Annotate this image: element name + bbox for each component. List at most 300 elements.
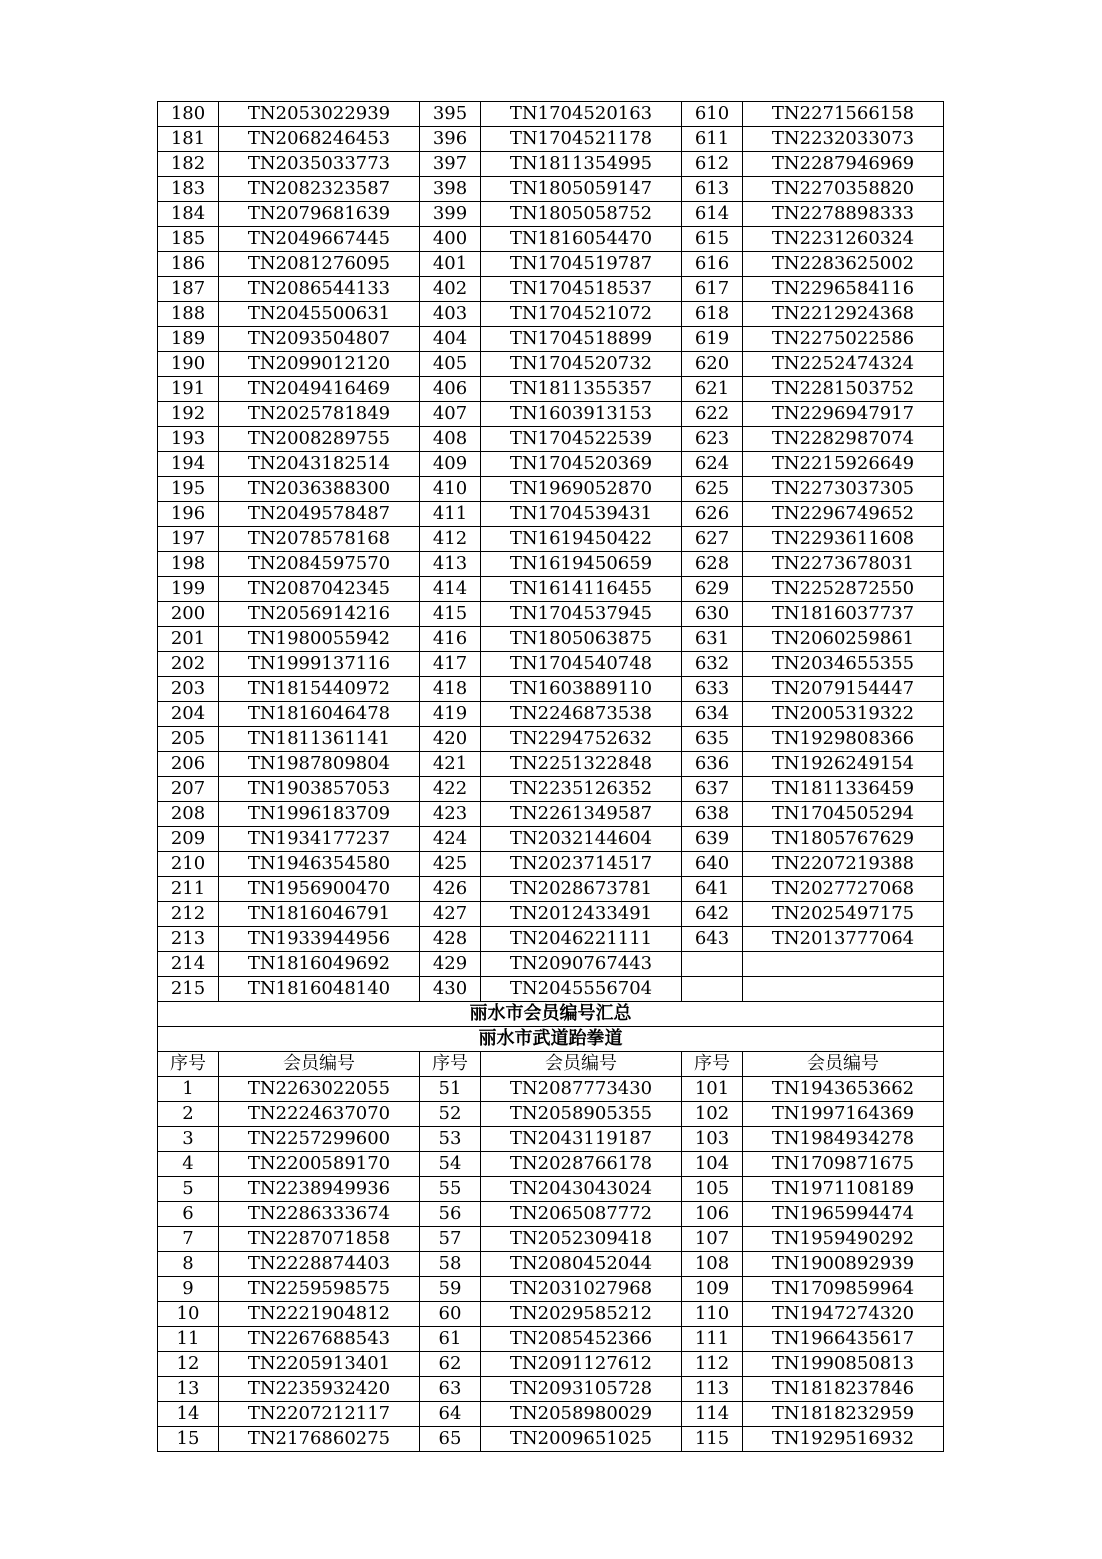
seq-cell: 642 <box>682 902 743 927</box>
table-row <box>158 502 944 527</box>
member-id-cell: TN1943653662 <box>743 1077 944 1102</box>
member-id-cell: TN2232033073 <box>743 127 944 152</box>
member-id-cell: TN1811354995 <box>481 152 682 177</box>
member-id-cell: TN2049667445 <box>219 227 420 252</box>
section-title-row <box>158 1002 944 1027</box>
seq-cell: 397 <box>420 152 481 177</box>
member-id-cell: TN2065087772 <box>481 1202 682 1227</box>
member-id-cell: TN1619450422 <box>481 527 682 552</box>
member-id-cell: TN2176860275 <box>219 1427 420 1452</box>
seq-cell: 403 <box>420 302 481 327</box>
member-id-cell: TN1704520732 <box>481 352 682 377</box>
seq-cell: 627 <box>682 527 743 552</box>
table-row <box>158 102 944 127</box>
seq-cell: 186 <box>158 252 219 277</box>
member-id-cell: TN1704520163 <box>481 102 682 127</box>
seq-cell: 213 <box>158 927 219 952</box>
member-id-cell: TN1999137116 <box>219 652 420 677</box>
seq-cell: 200 <box>158 602 219 627</box>
seq-cell: 195 <box>158 477 219 502</box>
member-id-cell: TN2294752632 <box>481 727 682 752</box>
seq-cell: 180 <box>158 102 219 127</box>
member-id-cell: TN2049578487 <box>219 502 420 527</box>
seq-cell: 618 <box>682 302 743 327</box>
seq-cell: 107 <box>682 1227 743 1252</box>
table-row <box>158 1377 944 1402</box>
member-id-cell: TN2093504807 <box>219 327 420 352</box>
seq-cell: 622 <box>682 402 743 427</box>
member-id-cell: TN2259598575 <box>219 1277 420 1302</box>
table-row <box>158 327 944 352</box>
seq-cell: 410 <box>420 477 481 502</box>
seq-cell: 5 <box>158 1177 219 1202</box>
seq-cell: 6 <box>158 1202 219 1227</box>
member-id-cell: TN1704540748 <box>481 652 682 677</box>
member-id-cell: TN1704518537 <box>481 277 682 302</box>
seq-cell: 15 <box>158 1427 219 1452</box>
table-row <box>158 1327 944 1352</box>
seq-cell: 105 <box>682 1177 743 1202</box>
seq-cell: 181 <box>158 127 219 152</box>
seq-cell: 401 <box>420 252 481 277</box>
member-id-cell: TN1704522539 <box>481 427 682 452</box>
seq-cell: 102 <box>682 1102 743 1127</box>
member-id-cell: TN2212924368 <box>743 302 944 327</box>
seq-cell: 65 <box>420 1427 481 1452</box>
seq-cell: 430 <box>420 977 481 1002</box>
seq-cell: 109 <box>682 1277 743 1302</box>
seq-cell: 408 <box>420 427 481 452</box>
table-row <box>158 602 944 627</box>
seq-cell: 189 <box>158 327 219 352</box>
seq-cell: 413 <box>420 552 481 577</box>
seq-cell: 110 <box>682 1302 743 1327</box>
seq-cell: 59 <box>420 1277 481 1302</box>
member-id-cell: TN1966435617 <box>743 1327 944 1352</box>
table-row <box>158 527 944 552</box>
member-id-cell: TN2052309418 <box>481 1227 682 1252</box>
member-id-cell: TN1805767629 <box>743 827 944 852</box>
member-id-cell: TN1816046791 <box>219 902 420 927</box>
member-id-cell: TN2207219388 <box>743 852 944 877</box>
table-row <box>158 227 944 252</box>
member-id-cell: TN1805063875 <box>481 627 682 652</box>
header-seq: 序号 <box>420 1052 481 1077</box>
member-id-cell: TN2058905355 <box>481 1102 682 1127</box>
seq-cell: 613 <box>682 177 743 202</box>
seq-cell: 9 <box>158 1277 219 1302</box>
member-id-cell: TN1811361141 <box>219 727 420 752</box>
seq-cell: 114 <box>682 1402 743 1427</box>
seq-cell: 101 <box>682 1077 743 1102</box>
section-subtitle-row <box>158 1027 944 1052</box>
seq-cell: 626 <box>682 502 743 527</box>
header-seq: 序号 <box>682 1052 743 1077</box>
seq-cell: 402 <box>420 277 481 302</box>
seq-cell: 617 <box>682 277 743 302</box>
table-row <box>158 652 944 677</box>
member-id-cell: TN2045500631 <box>219 302 420 327</box>
seq-cell: 628 <box>682 552 743 577</box>
member-id-cell: TN2086544133 <box>219 277 420 302</box>
member-id-cell: TN1704521072 <box>481 302 682 327</box>
seq-cell: 13 <box>158 1377 219 1402</box>
seq-cell: 4 <box>158 1152 219 1177</box>
member-id-cell <box>743 977 944 1002</box>
member-id-cell: TN1709859964 <box>743 1277 944 1302</box>
seq-cell: 406 <box>420 377 481 402</box>
member-id-cell: TN1704520369 <box>481 452 682 477</box>
member-id-cell: TN2205913401 <box>219 1352 420 1377</box>
member-id-cell: TN1818232959 <box>743 1402 944 1427</box>
member-id-cell: TN1903857053 <box>219 777 420 802</box>
member-id-cell: TN2085452366 <box>481 1327 682 1352</box>
table-row <box>158 677 944 702</box>
member-id-cell: TN1934177237 <box>219 827 420 852</box>
seq-cell: 215 <box>158 977 219 1002</box>
seq-cell: 632 <box>682 652 743 677</box>
table-row <box>158 452 944 477</box>
seq-cell: 636 <box>682 752 743 777</box>
seq-cell: 2 <box>158 1102 219 1127</box>
table-row <box>158 1402 944 1427</box>
member-id-cell: TN1811355357 <box>481 377 682 402</box>
seq-cell: 638 <box>682 802 743 827</box>
member-id-cell: TN1704518899 <box>481 327 682 352</box>
table-row <box>158 802 944 827</box>
seq-cell: 417 <box>420 652 481 677</box>
seq-cell: 62 <box>420 1352 481 1377</box>
member-id-cell: TN2025781849 <box>219 402 420 427</box>
member-id-cell: TN2270358820 <box>743 177 944 202</box>
table-row <box>158 877 944 902</box>
member-id-cell: TN2079681639 <box>219 202 420 227</box>
member-id-cell: TN2049416469 <box>219 377 420 402</box>
seq-cell: 14 <box>158 1402 219 1427</box>
seq-cell: 111 <box>682 1327 743 1352</box>
seq-cell: 424 <box>420 827 481 852</box>
table-row <box>158 952 944 977</box>
seq-cell: 425 <box>420 852 481 877</box>
seq-cell: 407 <box>420 402 481 427</box>
member-id-cell: TN1816037737 <box>743 602 944 627</box>
seq-cell: 12 <box>158 1352 219 1377</box>
member-id-cell: TN1805059147 <box>481 177 682 202</box>
seq-cell: 400 <box>420 227 481 252</box>
member-id-cell: TN1704521178 <box>481 127 682 152</box>
member-id-cell: TN2032144604 <box>481 827 682 852</box>
header-member-id: 会员编号 <box>481 1052 682 1077</box>
member-id-cell: TN2228874403 <box>219 1252 420 1277</box>
table-row <box>158 1127 944 1152</box>
seq-cell: 624 <box>682 452 743 477</box>
seq-cell: 52 <box>420 1102 481 1127</box>
member-id-cell: TN2200589170 <box>219 1152 420 1177</box>
seq-cell: 426 <box>420 877 481 902</box>
member-id-cell: TN2252474324 <box>743 352 944 377</box>
upper-table-body <box>158 102 944 1002</box>
seq-cell: 1 <box>158 1077 219 1102</box>
seq-cell: 211 <box>158 877 219 902</box>
seq-cell: 203 <box>158 677 219 702</box>
seq-cell: 421 <box>420 752 481 777</box>
member-id-cell: TN2009651025 <box>481 1427 682 1452</box>
member-id-cell: TN2207212117 <box>219 1402 420 1427</box>
table-row <box>158 252 944 277</box>
seq-cell: 615 <box>682 227 743 252</box>
member-id-cell: TN2056914216 <box>219 602 420 627</box>
seq-cell: 10 <box>158 1302 219 1327</box>
member-id-cell: TN2282987074 <box>743 427 944 452</box>
member-id-cell: TN2224637070 <box>219 1102 420 1127</box>
seq-cell: 188 <box>158 302 219 327</box>
seq-cell: 51 <box>420 1077 481 1102</box>
member-id-cell: TN1811336459 <box>743 777 944 802</box>
seq-cell: 106 <box>682 1202 743 1227</box>
member-id-cell <box>743 952 944 977</box>
seq-cell: 205 <box>158 727 219 752</box>
table-row <box>158 127 944 152</box>
table-row <box>158 1177 944 1202</box>
member-id-cell: TN2296947917 <box>743 402 944 427</box>
member-id-cell: TN1704539431 <box>481 502 682 527</box>
seq-cell <box>682 952 743 977</box>
table-row <box>158 977 944 1002</box>
member-id-cell: TN2278898333 <box>743 202 944 227</box>
member-id-cell: TN1816049692 <box>219 952 420 977</box>
member-id-cell: TN2082323587 <box>219 177 420 202</box>
table-row <box>158 902 944 927</box>
seq-cell: 404 <box>420 327 481 352</box>
seq-cell: 620 <box>682 352 743 377</box>
seq-cell: 420 <box>420 727 481 752</box>
member-id-cell: TN2025497175 <box>743 902 944 927</box>
table-row <box>158 752 944 777</box>
member-id-cell: TN2273037305 <box>743 477 944 502</box>
seq-cell: 621 <box>682 377 743 402</box>
member-id-cell: TN2012433491 <box>481 902 682 927</box>
member-id-cell: TN2028673781 <box>481 877 682 902</box>
table-row <box>158 152 944 177</box>
seq-cell: 427 <box>420 902 481 927</box>
member-id-cell: TN2221904812 <box>219 1302 420 1327</box>
member-id-cell: TN2087773430 <box>481 1077 682 1102</box>
table-row <box>158 577 944 602</box>
seq-cell: 54 <box>420 1152 481 1177</box>
seq-cell: 202 <box>158 652 219 677</box>
table-row <box>158 427 944 452</box>
seq-cell: 412 <box>420 527 481 552</box>
member-id-cell: TN2251322848 <box>481 752 682 777</box>
member-id-cell: TN1603913153 <box>481 402 682 427</box>
seq-cell: 11 <box>158 1327 219 1352</box>
member-id-cell: TN2287071858 <box>219 1227 420 1252</box>
member-id-cell: TN2043119187 <box>481 1127 682 1152</box>
table-row <box>158 1427 944 1452</box>
seq-cell: 53 <box>420 1127 481 1152</box>
seq-cell: 201 <box>158 627 219 652</box>
member-id-cell: TN2261349587 <box>481 802 682 827</box>
seq-cell: 190 <box>158 352 219 377</box>
seq-cell: 623 <box>682 427 743 452</box>
seq-cell: 61 <box>420 1327 481 1352</box>
member-id-cell: TN1816046478 <box>219 702 420 727</box>
seq-cell: 415 <box>420 602 481 627</box>
seq-cell: 210 <box>158 852 219 877</box>
member-id-cell: TN1956900470 <box>219 877 420 902</box>
member-id-cell: TN1900892939 <box>743 1252 944 1277</box>
seq-cell: 8 <box>158 1252 219 1277</box>
member-id-cell: TN1704537945 <box>481 602 682 627</box>
seq-cell: 629 <box>682 577 743 602</box>
seq-cell: 409 <box>420 452 481 477</box>
seq-cell: 104 <box>682 1152 743 1177</box>
member-id-cell: TN2036388300 <box>219 477 420 502</box>
member-id-cell: TN2273678031 <box>743 552 944 577</box>
seq-cell: 184 <box>158 202 219 227</box>
member-id-cell: TN2091127612 <box>481 1352 682 1377</box>
seq-cell: 187 <box>158 277 219 302</box>
seq-cell: 214 <box>158 952 219 977</box>
seq-cell: 396 <box>420 127 481 152</box>
seq-cell: 197 <box>158 527 219 552</box>
table-row <box>158 552 944 577</box>
seq-cell: 196 <box>158 502 219 527</box>
member-id-cell: TN2296584116 <box>743 277 944 302</box>
header-seq: 序号 <box>158 1052 219 1077</box>
seq-cell: 58 <box>420 1252 481 1277</box>
member-id-cell: TN1603889110 <box>481 677 682 702</box>
member-id-cell: TN1946354580 <box>219 852 420 877</box>
table-row <box>158 1077 944 1102</box>
table-row <box>158 927 944 952</box>
member-id-cell: TN1805058752 <box>481 202 682 227</box>
table-row <box>158 352 944 377</box>
member-id-cell: TN1980055942 <box>219 627 420 652</box>
seq-cell: 640 <box>682 852 743 877</box>
member-id-cell: TN2281503752 <box>743 377 944 402</box>
seq-cell: 113 <box>682 1377 743 1402</box>
member-id-cell: TN1709871675 <box>743 1152 944 1177</box>
section-title: 丽水市会员编号汇总 <box>158 1002 944 1027</box>
member-id-cell: TN2013777064 <box>743 927 944 952</box>
seq-cell: 112 <box>682 1352 743 1377</box>
seq-cell: 418 <box>420 677 481 702</box>
seq-cell: 612 <box>682 152 743 177</box>
seq-cell: 633 <box>682 677 743 702</box>
seq-cell: 637 <box>682 777 743 802</box>
table-row <box>158 1252 944 1277</box>
seq-cell: 411 <box>420 502 481 527</box>
seq-cell: 57 <box>420 1227 481 1252</box>
member-id-cell: TN2286333674 <box>219 1202 420 1227</box>
seq-cell: 614 <box>682 202 743 227</box>
member-id-cell: TN2079154447 <box>743 677 944 702</box>
seq-cell: 428 <box>420 927 481 952</box>
column-header-row <box>158 1052 944 1077</box>
seq-cell: 193 <box>158 427 219 452</box>
seq-cell: 423 <box>420 802 481 827</box>
member-id-cell: TN2267688543 <box>219 1327 420 1352</box>
member-id-cell: TN1816054470 <box>481 227 682 252</box>
seq-cell: 610 <box>682 102 743 127</box>
member-id-cell: TN2035033773 <box>219 152 420 177</box>
member-id-cell: TN2283625002 <box>743 252 944 277</box>
member-id-cell: TN1614116455 <box>481 577 682 602</box>
seq-cell: 63 <box>420 1377 481 1402</box>
seq-cell: 630 <box>682 602 743 627</box>
table-row <box>158 702 944 727</box>
member-id-cell: TN2246873538 <box>481 702 682 727</box>
seq-cell: 209 <box>158 827 219 852</box>
seq-cell: 619 <box>682 327 743 352</box>
table-row <box>158 377 944 402</box>
member-id-cell: TN1704519787 <box>481 252 682 277</box>
member-id-cell: TN2263022055 <box>219 1077 420 1102</box>
seq-cell: 115 <box>682 1427 743 1452</box>
seq-cell: 108 <box>682 1252 743 1277</box>
member-id-cell: TN2215926649 <box>743 452 944 477</box>
seq-cell: 64 <box>420 1402 481 1427</box>
member-id-cell: TN2293611608 <box>743 527 944 552</box>
seq-cell: 191 <box>158 377 219 402</box>
member-id-cell: TN2008289755 <box>219 427 420 452</box>
table-row <box>158 402 944 427</box>
seq-cell: 639 <box>682 827 743 852</box>
member-id-cell: TN1816048140 <box>219 977 420 1002</box>
member-id-cell: TN2043182514 <box>219 452 420 477</box>
seq-cell: 103 <box>682 1127 743 1152</box>
seq-cell: 56 <box>420 1202 481 1227</box>
seq-cell: 641 <box>682 877 743 902</box>
seq-cell: 207 <box>158 777 219 802</box>
seq-cell: 60 <box>420 1302 481 1327</box>
member-id-cell: TN2275022586 <box>743 327 944 352</box>
seq-cell: 422 <box>420 777 481 802</box>
member-id-cell: TN1959490292 <box>743 1227 944 1252</box>
member-id-cell: TN2093105728 <box>481 1377 682 1402</box>
table-row <box>158 727 944 752</box>
member-id-cell: TN2235126352 <box>481 777 682 802</box>
member-id-cell: TN2078578168 <box>219 527 420 552</box>
member-id-cell: TN1987809804 <box>219 752 420 777</box>
member-id-cell: TN1929516932 <box>743 1427 944 1452</box>
table-row <box>158 777 944 802</box>
table-row <box>158 1302 944 1327</box>
seq-cell: 185 <box>158 227 219 252</box>
seq-cell: 635 <box>682 727 743 752</box>
member-id-cell: TN1969052870 <box>481 477 682 502</box>
table-row <box>158 1227 944 1252</box>
member-id-cell: TN2081276095 <box>219 252 420 277</box>
seq-cell: 414 <box>420 577 481 602</box>
table-row <box>158 1352 944 1377</box>
member-id-cell: TN2090767443 <box>481 952 682 977</box>
table-row <box>158 1152 944 1177</box>
member-id-cell: TN1965994474 <box>743 1202 944 1227</box>
member-id-cell: TN1933944956 <box>219 927 420 952</box>
member-id-cell: TN2257299600 <box>219 1127 420 1152</box>
seq-cell: 194 <box>158 452 219 477</box>
table-row <box>158 477 944 502</box>
member-id-cell: TN1997164369 <box>743 1102 944 1127</box>
header-member-id: 会员编号 <box>219 1052 420 1077</box>
header-member-id: 会员编号 <box>743 1052 944 1077</box>
table-row <box>158 1277 944 1302</box>
seq-cell: 212 <box>158 902 219 927</box>
member-id-cell: TN1996183709 <box>219 802 420 827</box>
member-id-cell: TN2031027968 <box>481 1277 682 1302</box>
